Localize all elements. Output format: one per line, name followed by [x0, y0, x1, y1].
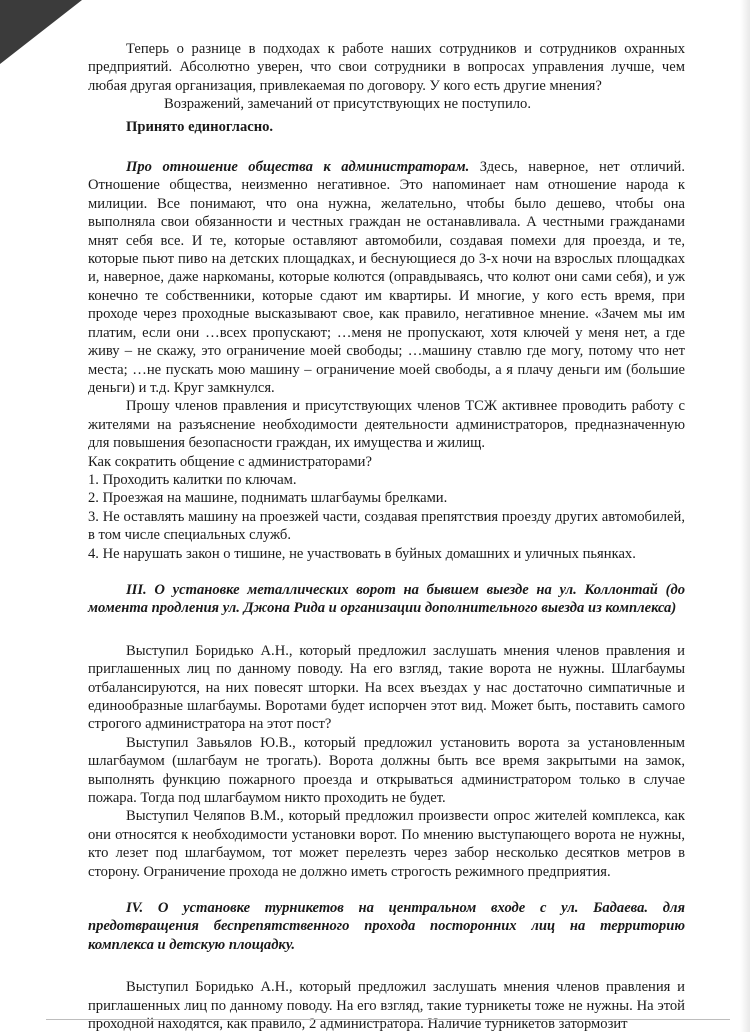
paragraph-society-attitude — [88, 158, 685, 397]
list-item: 1. Проходить калитки по ключам. — [88, 471, 297, 488]
paragraph-request-to-members: Прошу членов правления и присутствующих членов ТСЖ активнее проводить работу с жителями на разъяснение необходимости деятельности администраторов, предназначенную для повышения безопасности граждан, их имущества и жилищ. — [88, 398, 685, 452]
document-page — [88, 40, 685, 1034]
paragraph-society-attitude-lead: Про отношение общества к администраторам. — [126, 159, 470, 176]
paragraph-society-attitude-body: Здесь, наверное, нет отличий. Отношение общества, неизменно негативное. Это напоминает нам отношение народа к милиции. Все понимают, что она нужна, желательно, чтобы было дешево, чтобы она выполняла свои обязанности и честных граждан не останавливала. А честными гражданами мнят себя все. И те, которые оставляют автомобили, создавая помехи для проезда, и те, которые пьют пиво на детских площадках, и беснующиеся до 3-х ночи на взрослых площадках и, наверное, даже наркоманы, которые колются (оправдываясь, что колют они сами себя), и уж конечно те собственники, которые сдают им квартиры. И многие, у кого есть время, при проходе через проходные высказывают свое, как правило, негативное мнение. «Зачем мы им платим, если они …всех пропускают; …меня не пропускают, хотя ключей у меня нет, а где живу – не скажу, это ограничение моей свободы; …машину ставлю где могу, потому что нет места; …не пускать мою машину – ограничение моей свободы, а я плачу деньги им (большие деньги) и т.д. Круг замкнулся. — [88, 159, 685, 396]
list-item: 4. Не нарушать закон о тишине, не участвовать в буйных домашних и уличных пьянках. — [88, 545, 636, 562]
paragraph-zavyalov: Выступил Завьялов Ю.В., который предложил установить ворота за установленным шлагбаумом (шлагбаум не трогать). Ворота должны быть все время закрытыми на замок, выполнять функцию пожарного проезда и открываться администратором только в случае пожара. Тогда под шлагбаумом никто проходить не будет. — [88, 734, 685, 807]
list-item: 2. Проезжая на машине, поднимать шлагбаумы брелками. — [88, 490, 448, 507]
section-heading-iv: IV. О установке турникетов на центральном входе с ул. Бадаева. для предотвращения беспрепятственного прохода посторонних лиц на территорию комплекса и детскую площадку. — [88, 900, 685, 953]
paragraph-decision: Принято единогласно. — [126, 118, 274, 135]
paragraph-boridko-turnstiles: Выступил Боридько А.Н., который предложил заслушать мнения членов правления и приглашенных лиц по данному поводу. На его взгляд, такие турникеты тоже не нужны. На этой проходной находятся, как правило, 2 администратора. Наличие турникетов затормозит — [88, 979, 685, 1033]
scan-edge-shadow — [740, 0, 750, 1032]
paragraph-question: Как сократить общение с администраторами? — [88, 453, 372, 470]
paragraph-no-objections: Возражений, замечаний от присутствующих не поступило. — [164, 96, 531, 113]
list-item: 3. Не оставлять машину на проезжей части, создавая препятствия проезду других автомобилей, в том числе специальных служб. — [88, 508, 685, 544]
paragraph-chelyapov: Выступил Челяпов В.М., который предложил произвести опрос жителей комплекса, как они относятся к необходимости установки ворот. По мнению выступающего ворота не нужны, кто лезет под шлагбаумом, тот может перелезть через забор несколько десятков метров в сторону. Ограничение прохода не должно иметь строгость режимного предприятия. — [88, 808, 685, 880]
scan-corner-shadow — [0, 0, 82, 64]
section-heading-iii: III. О установке металлических ворот на бывшем выезде на ул. Коллонтай (до момента продления ул. Джона Рида и организации дополнительного выезда из комплекса) — [88, 581, 685, 617]
page-bottom-edge — [46, 1019, 730, 1020]
paragraph-staff-comparison: Теперь о разнице в подходах к работе наших сотрудников и сотрудников охранных предприятий. Абсолютно уверен, что свои сотрудники в вопросах управления лучше, чем любая другая организация, привлекаемая по договору. У кого есть другие мнения? — [88, 41, 685, 94]
paragraph-boridko-gates: Выступил Боридько А.Н., который предложил заслушать мнения членов правления и приглашенных лиц по данному поводу. На его взгляд, такие ворота не нужны. Шлагбаумы отбалансируются, на них повесят шторки. На всех въездах у нас достаточно симпатичные и единообразные шлагбаумы. Воротами будет испорчен этот вид. Может быть, поставить самого строгого администратора на этот пост? — [88, 642, 685, 733]
